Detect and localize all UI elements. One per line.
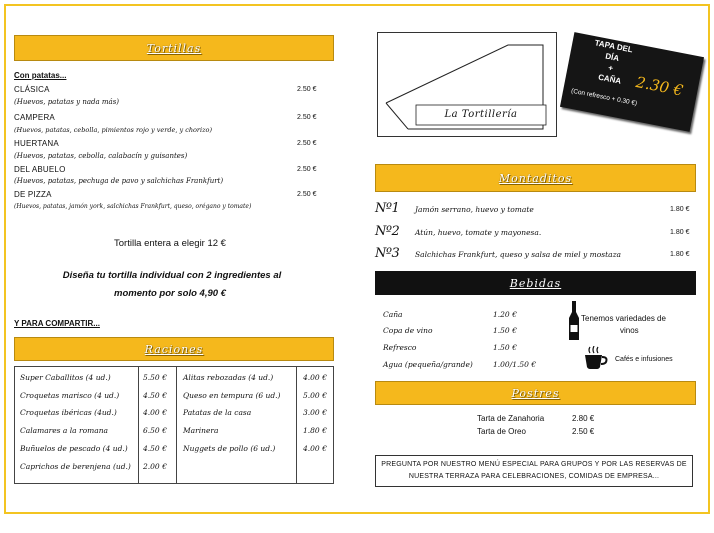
tapa-note: (Con refresco + 0.30 €) [570,87,638,108]
vinos-line1: Tenemos variedades de [581,314,666,323]
bebida-price: 1.50 € [493,326,517,335]
tortilla-desc: (Huevos, patatas y nada más) [14,98,120,106]
montadito-number: Nº2 [375,224,400,239]
montadito-desc: Atún, huevo, tomate y mayonesa. [415,228,542,237]
racion-price: 2.00 € [143,462,167,471]
montadito-number: Nº1 [375,201,400,216]
montaditos-title: Montaditos [498,171,573,185]
racion-price: 1.80 € [303,426,327,435]
tortilla-entera: Tortilla entera a elegir 12 € [114,238,226,249]
disena-line2: momento por solo 4,90 € [114,288,226,299]
tortilla-price: 2.50 € [297,191,317,198]
bebida-price: 1.00/1.50 € [493,360,537,369]
racion-name: Super Caballitos (4 ud.) [20,373,111,382]
postre-price: 2.80 € [572,414,595,423]
tortilla-price: 2.50 € [297,114,317,121]
racion-price: 3.00 € [303,408,327,417]
bebida-name: Agua (pequeña/grande) [383,360,473,369]
disena-line1: Diseña tu tortilla individual con 2 ingredientes al [62,270,282,281]
tortilla-price: 2.50 € [297,86,317,93]
racion-price: 4.00 € [143,408,167,417]
tortilla-name: DE PIZZA [14,190,52,199]
racion-name: Nuggets de pollo (6 ud.) [183,444,276,453]
table-divider [296,366,297,484]
con-patatas-label: Con patatas... [14,71,67,80]
compartir-label: Y PARA COMPARTIR... [14,319,100,328]
tapa-line2: DÍA [604,51,620,64]
postre-name: Tarta de Oreo [477,427,526,436]
racion-name: Marinera [183,426,219,435]
coffee-cup-icon [583,346,609,370]
racion-name: Queso en tempura (6 ud.) [183,391,281,400]
tortilla-price: 2.50 € [297,140,317,147]
postres-banner [375,381,696,405]
racion-name: Patatas de la casa [183,408,252,417]
notice-line1: PREGUNTA POR NUESTRO MENÚ ESPECIAL PARA GRUPOS Y POR LAS RESERVAS DE [381,461,687,468]
logo-box [377,32,557,137]
tortilla-price: 2.50 € [297,166,317,173]
cafes-label: Cafés e infusiones [615,356,673,363]
montadito-price: 1.80 € [670,229,690,236]
tortilla-desc: (Huevos, patatas, cebolla, calabacín y guisantes) [14,152,188,160]
montadito-desc: Salchichas Frankfurt, queso y salsa de miel y mostaza [415,250,622,259]
tapa-price: 2.30 € [634,72,685,100]
tortilla-name: CAMPERA [14,113,55,122]
racion-name: Buñuelos de pescado (4 ud.) [20,444,128,453]
tapa-line4: CAÑA [597,72,622,86]
tortilla-desc: (Huevos, patatas, jamón york, salchichas Frankfurt, queso, orégano y tomate) [14,203,252,210]
raciones-banner [14,337,334,361]
bebidas-banner [375,271,696,295]
postre-price: 2.50 € [572,427,595,436]
groups-notice [375,455,693,487]
bebida-name: Copa de vino [383,326,433,335]
tortilla-desc: (Huevos, patatas, pechuga de pavo y salchichas Frankfurt) [14,177,224,185]
racion-price: 5.00 € [303,391,327,400]
tortilla-name: CLÁSICA [14,85,50,94]
montadito-price: 1.80 € [670,251,690,258]
racion-price: 4.00 € [303,373,327,382]
table-divider [138,366,139,484]
bebida-name: Refresco [383,343,417,352]
bebida-name: Caña [383,310,403,319]
racion-name: Croquetas marisco (4 ud.) [20,391,120,400]
montadito-desc: Jamón serrano, huevo y tomate [415,205,534,214]
racion-price: 4.00 € [303,444,327,453]
racion-price: 4.50 € [143,444,167,453]
raciones-title: Raciones [144,342,204,356]
logo-text: La Tortillería [444,109,518,120]
tortilla-name: HUERTANA [14,139,59,148]
racion-price: 6.50 € [143,426,167,435]
bebida-price: 1.20 € [493,310,517,319]
bebida-price: 1.50 € [493,343,517,352]
racion-name: Alitas rebozadas (4 ud.) [183,373,274,382]
tortilla-name: DEL ABUELO [14,165,66,174]
tortillas-banner [14,35,334,61]
racion-price: 5.50 € [143,373,167,382]
notice-line2: NUESTRA TERRAZA PARA CELEBRACIONES, COMIDAS DE EMPRESA... [408,473,660,480]
tortilla-desc: (Huevos, patatas, cebolla, pimientos rojo y verde, y chorizo) [14,126,212,134]
table-divider [176,366,177,484]
montadito-number: Nº3 [375,246,400,261]
tortillas-title: Tortillas [146,41,202,55]
postres-title: Postres [511,386,560,400]
racion-name: Croquetas ibéricas (4ud.) [20,408,117,417]
vinos-line2: vinos [620,326,639,335]
tapa-line1: TAPA DEL [593,38,634,55]
tortilla-wedge-logo [378,33,558,138]
racion-name: Calamares a la romana [20,426,109,435]
racion-name: Caprichos de berenjena (ud.) [20,462,131,471]
postre-name: Tarta de Zanahoria [477,414,545,423]
montadito-price: 1.80 € [670,206,690,213]
bebidas-title: Bebidas [509,276,562,290]
racion-price: 4.50 € [143,391,167,400]
montaditos-banner [375,164,696,192]
tapa-line3: + [607,63,614,74]
